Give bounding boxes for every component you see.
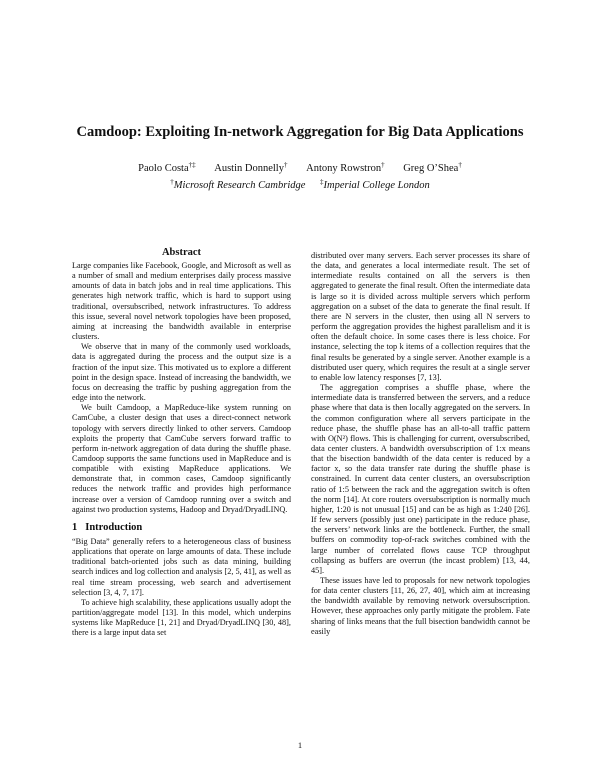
author: Antony Rowstron† <box>306 161 385 174</box>
body-paragraph: distributed over many servers. Each server processes its share of the data, and generates a local intermediate result. The set of intermediate results contained on all the servers is then aggregated to generate the final result. Often the intermediate data is large so it is divided across multiple servers which perform aggregation on a subset of the data to generate the final result. If there are N servers in the cluster, then using all N servers to perform the aggregation provides the highest parallelism and it is often the default choice. In some cases there is less choice. For instance, selecting the top k items of a collection requires that the final results be generated by a single server. Another example is a distributed user query, which requires the result at a single server to enable low latency responses [7, 13]. <box>311 251 530 382</box>
body-paragraph: These issues have led to proposals for new network topologies for data center clusters [11, 26, 27, 40], which aim at increasing the bandwidth available by removing network oversubscription. However, these approaches only partly mitigate the problem. Fate sharing of links means that the full bisection bandwidth cannot be easily <box>311 576 530 636</box>
body-paragraph: To achieve high scalability, these applications usually adopt the partition/aggregate model [13]. In this model, which underpins systems like MapReduce [1, 21] and Dryad/DryadLINQ [30, 48], there is a large input data set <box>72 597 291 638</box>
affiliation: ‡Imperial College London <box>320 178 430 191</box>
body-paragraph: “Big Data” generally refers to a heterogeneous class of business applications that operate on large amounts of data. These include traditional batch-oriented jobs such as data mining, building search indices and log collection and analysis [2, 5, 41], as well as real time stream processing, web search and advertisement selection [3, 4, 7, 17]. <box>72 536 291 597</box>
author: Greg O’Shea† <box>403 161 462 174</box>
page-number: 1 <box>297 740 303 750</box>
author-list <box>0 163 600 174</box>
left-column <box>72 246 291 638</box>
abstract-paragraph: We built Camdoop, a MapReduce-like system running on CamCube, a cluster design that uses a direct-connect network topology with servers directly linked to other servers. Camdoop exploits the property that CamCube servers forward traffic to perform in-network aggregation of data during the shuffle phase. Camdoop supports the same functions used in MapReduce and is compatible with existing MapReduce applications. We demonstrate that, in common cases, Camdoop significantly reduces the network traffic and provides high performance increase over a version of Camdoop running over a switch and against two production systems, Hadoop and Dryad/DryadLINQ. <box>72 403 291 514</box>
abstract-paragraph: Large companies like Facebook, Google, and Microsoft as well as a number of small and medium enterprises daily process massive amounts of data in batch jobs and in real time applications. This generates high network traffic, which is hard to support using traditional, oversubscribed, network infrastructures. To address this issue, several novel network topologies have been proposed, aiming at increasing the bandwidth available in enterprise clusters. <box>72 261 291 342</box>
right-column <box>311 251 530 637</box>
author: Paolo Costa†‡ <box>138 161 196 174</box>
author: Austin Donnelly† <box>214 161 288 174</box>
section-heading-introduction: 1 Introduction <box>72 521 143 533</box>
abstract-paragraph: We observe that in many of the commonly used workloads, data is aggregated during the process and the output size is a fraction of the input size. This motivated us to explore a different point in the design space. Instead of increasing the bandwidth, we focus on decreasing the traffic by pushing aggregation from the edge into the network. <box>72 342 291 403</box>
affiliation-list <box>0 180 600 191</box>
body-paragraph: The aggregation comprises a shuffle phase, where the intermediate data is transferred between the servers, and a reduce phase where that data is then locally aggregated on the servers. In the common configuration where all servers participate in the reduce phase, the shuffle phase has an all-to-all traffic pattern with O(N²) flows. This is challenging for current, oversubscribed, data center clusters. A bandwidth oversubscription of 1:x means that the bisection bandwidth of the data center is reduced by a factor x, so the data transfer rate during the shuffle phase is constrained. In current data center clusters, an oversubscription ratio of 1:5 between the rack and the aggregation switch is often the norm [14]. At core routers oversubscription is normally much higher, 1:20 is not unusual [15] and can be as high as 1:240 [26]. If few servers (possibly just one) participate in the reduce phase, the servers’ network links are the bottleneck. Further, the small buffers on commodity top-of-rack switches combined with the large number of correlated flows cause TCP throughput collapsing as buffers are overrun (the incast problem) [13, 44, 45]. <box>311 383 530 575</box>
abstract-heading: Abstract <box>161 247 202 258</box>
paper-title: Camdoop: Exploiting In-network Aggregation for Big Data Applications <box>76 124 524 140</box>
affiliation: †Microsoft Research Cambridge <box>170 178 306 191</box>
